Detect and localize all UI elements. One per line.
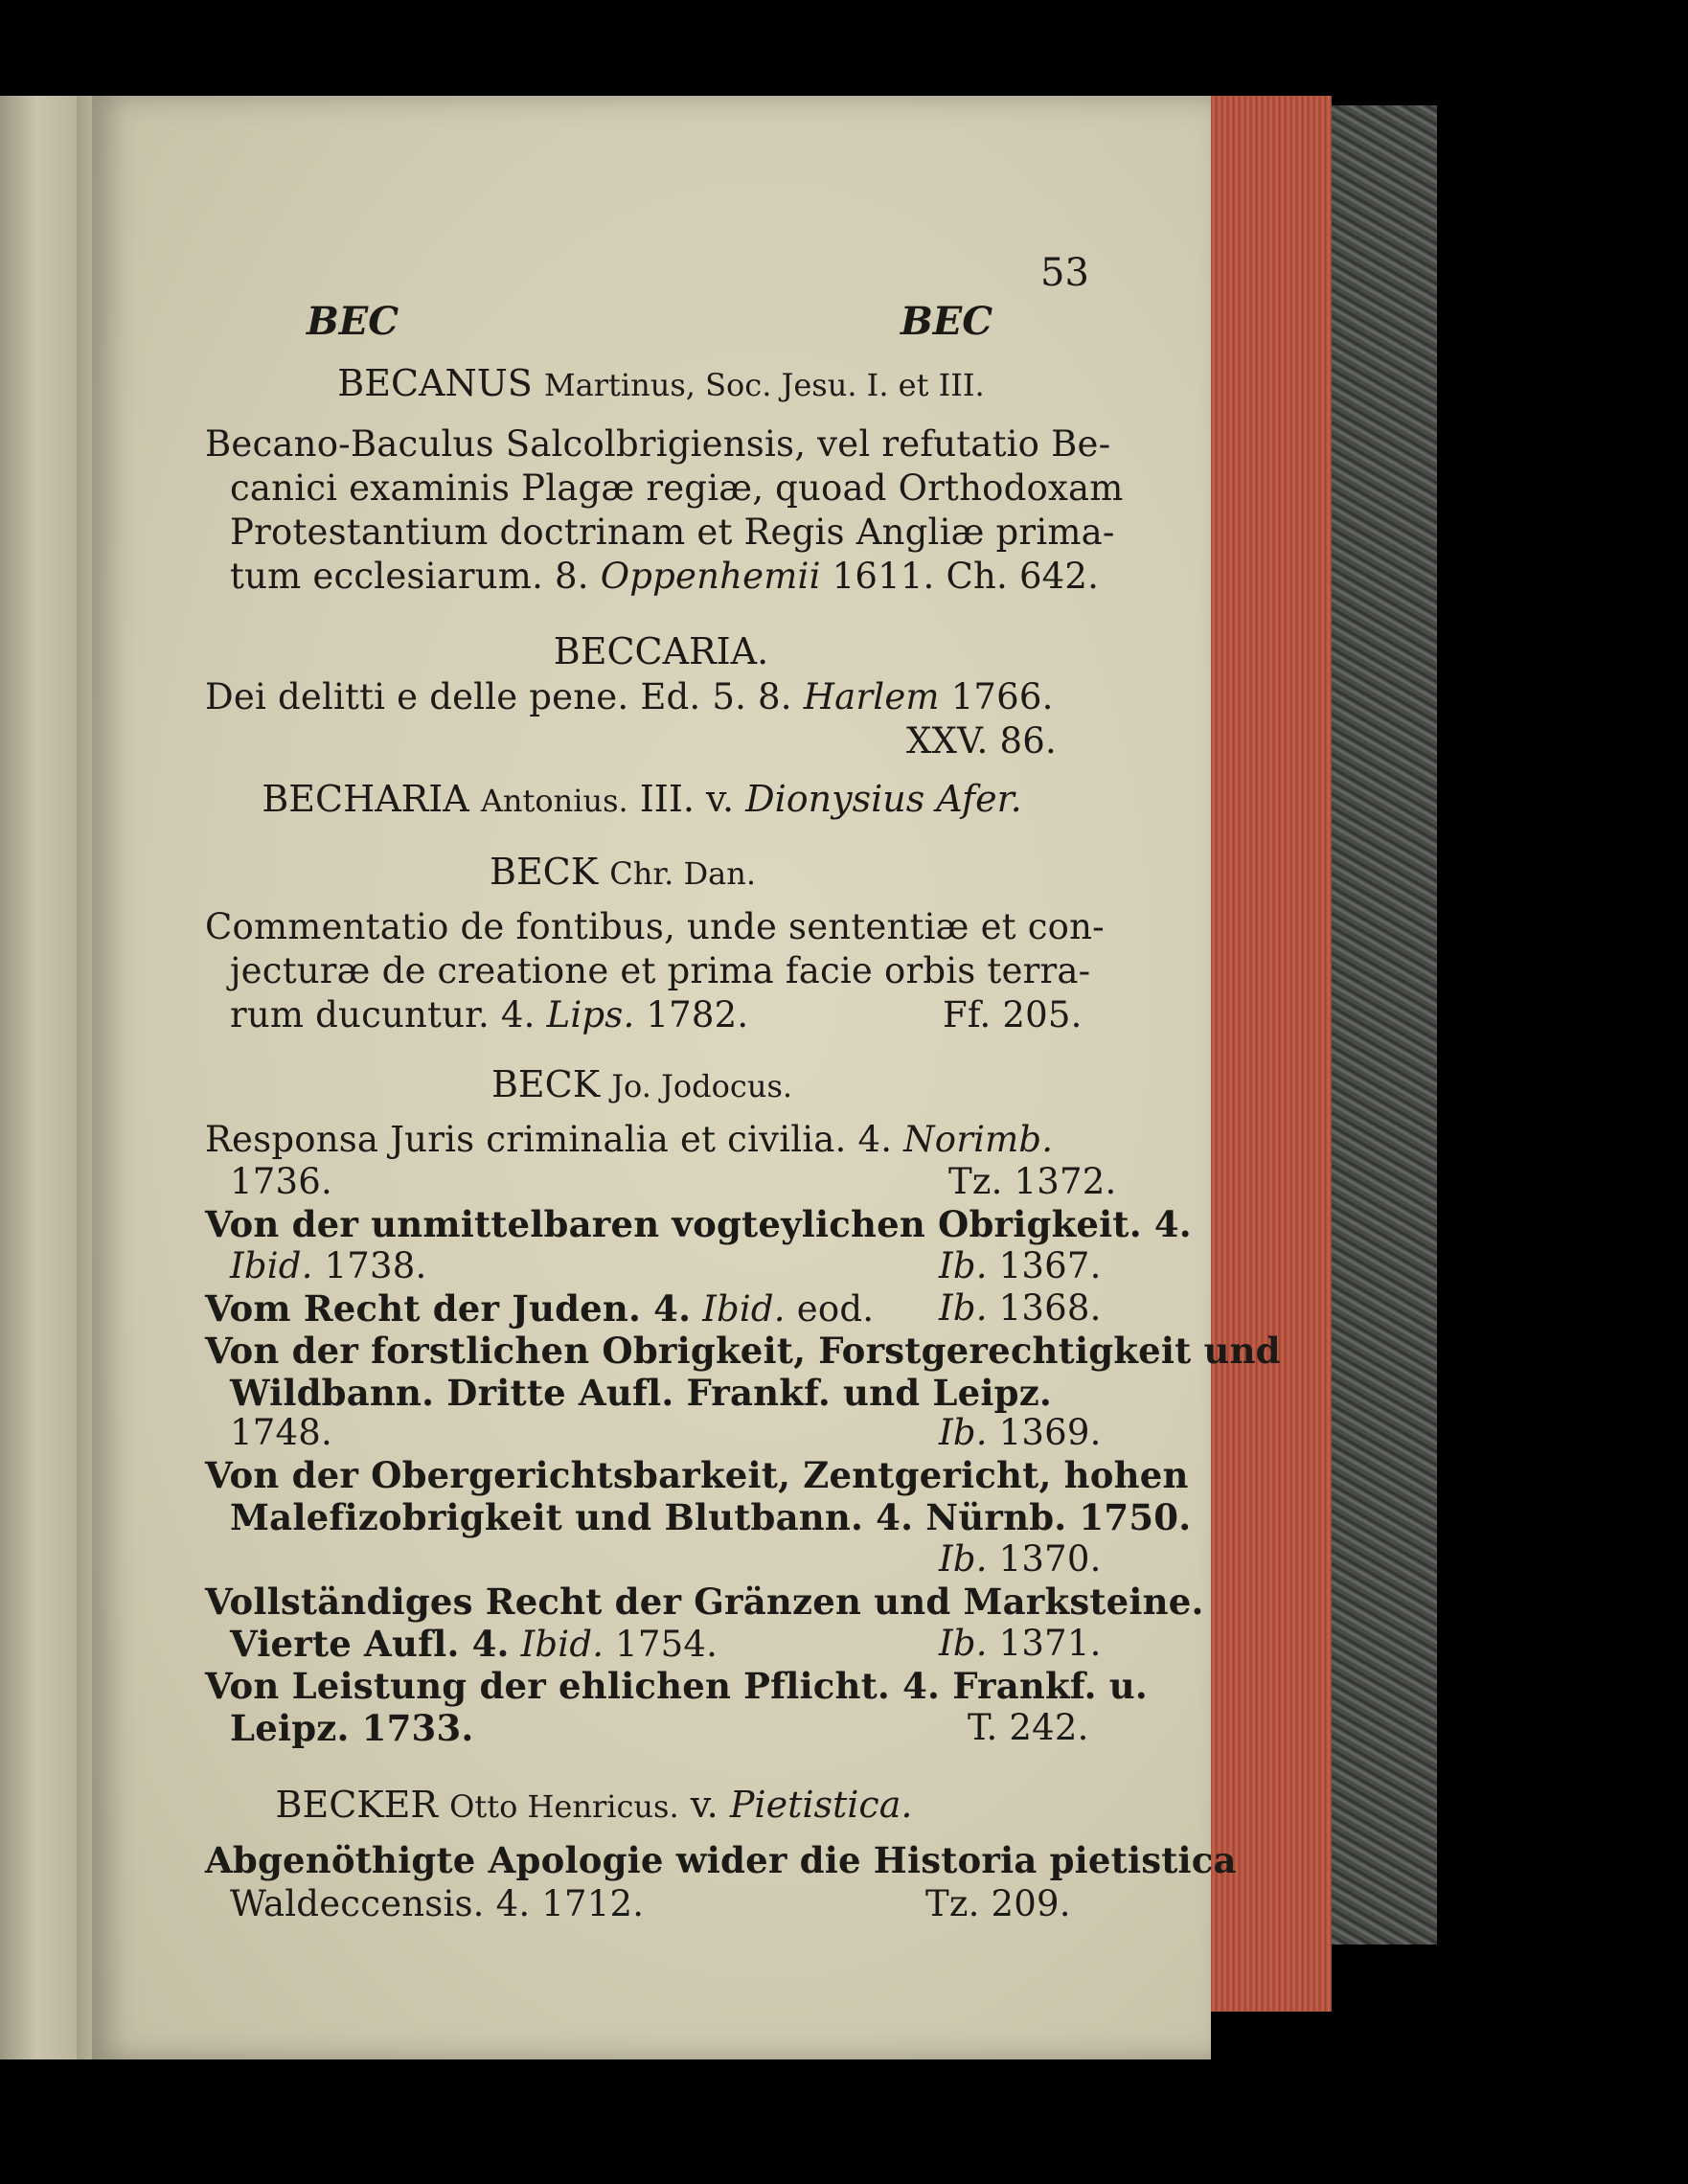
entry-signature: Ib. 1370. [939, 1538, 1102, 1580]
entry-line: Protestantium doctrinam et Regis Angliæ prima- [230, 512, 1115, 553]
entry-line: Von der unmittelbaren vogteylichen Obrigkeit. 4. [205, 1203, 1192, 1245]
entry-line: Von der forstlichen Obrigkeit, Forstgerechtigkeit und [205, 1330, 1281, 1372]
running-head-left: BEC [307, 299, 399, 344]
entry-line: Vollständiges Recht der Gränzen und Marksteine. [205, 1581, 1204, 1623]
entry-signature: Ib. 1368. [939, 1287, 1102, 1329]
entry-signature: Tz. 209. [925, 1883, 1071, 1924]
entry-signature: Ib. 1367. [939, 1245, 1102, 1286]
entry-heading-beccaria: BECCARIA. [553, 630, 769, 672]
entry-line: jecturæ de creatione et prima facie orbis terra- [230, 950, 1091, 991]
entry-line: Von der Obergerichtsbarkeit, Zentgericht, hohen [205, 1454, 1189, 1496]
entry-signature: Tz. 1372. [948, 1161, 1117, 1202]
page-number: 53 [1040, 251, 1089, 295]
entry-line: Becano-Baculus Salcolbrigiensis, vel refutatio Be- [205, 423, 1111, 465]
entry-line: Von Leistung der ehlichen Pflicht. 4. Frankf. u. [205, 1665, 1148, 1707]
page-edges [1211, 96, 1332, 2012]
entry-line: Waldeccensis. 4. 1712. [230, 1883, 645, 1924]
entry-signature: Ib. 1369. [939, 1412, 1102, 1453]
entry-line: Abgenöthigte Apologie wider die Historia pietistica [205, 1839, 1237, 1881]
entry-heading-beck-chr: BECK Chr. Dan. [490, 851, 756, 893]
entry-signature: XXV. 86. [906, 720, 1057, 762]
running-head-right: BEC [901, 299, 993, 344]
entry-signature: Ff. 205. [943, 994, 1083, 1035]
entry-line: Responsa Juris criminalia et civilia. 4. Norimb. [205, 1119, 1054, 1160]
entry-line: Leipz. 1733. [230, 1707, 474, 1749]
entry-line: Ibid. 1738. [230, 1245, 427, 1286]
entry-heading-becharia: BECHARIA Antonius. III. v. Dionysius Afer. [262, 778, 1022, 820]
book-cover-board [1332, 105, 1437, 1945]
entry-line: tum ecclesiarum. 8. Oppenhemii 1611. Ch. 642. [230, 556, 1100, 597]
entry-line: Vierte Aufl. 4. Ibid. 1754. [230, 1623, 719, 1665]
entry-heading-beck-jo: BECK Jo. Jodocus. [490, 1063, 793, 1105]
entry-line: 1736. [230, 1161, 332, 1202]
entry-line: Vom Recht der Juden. 4. Ibid. eod. [205, 1287, 875, 1330]
entry-signature: T. 242. [968, 1707, 1089, 1748]
entry-line: Commentatio de fontibus, unde sententiæ et con- [205, 906, 1105, 947]
entry-line: rum ducuntur. 4. Lips. 1782. [230, 994, 749, 1035]
entry-line: Malefizobrigkeit und Blutbann. 4. Nürnb. 1750. [230, 1496, 1192, 1538]
entry-line: Wildbann. Dritte Aufl. Frankf. und Leipz. [230, 1372, 1052, 1414]
entry-heading-becker: BECKER Otto Henricus. v. Pietistica. [275, 1784, 913, 1826]
entry-heading-becanus: BECANUS Martinus, Soc. Jesu. I. et III. [337, 362, 985, 404]
entry-line: canici examinis Plagæ regiæ, quoad Orthodoxam [230, 467, 1124, 509]
entry-line: Dei delitti e delle pene. Ed. 5. 8. Harlem 1766. [205, 676, 1054, 717]
entry-line: 1748. [230, 1412, 332, 1453]
entry-signature: Ib. 1371. [939, 1623, 1102, 1664]
